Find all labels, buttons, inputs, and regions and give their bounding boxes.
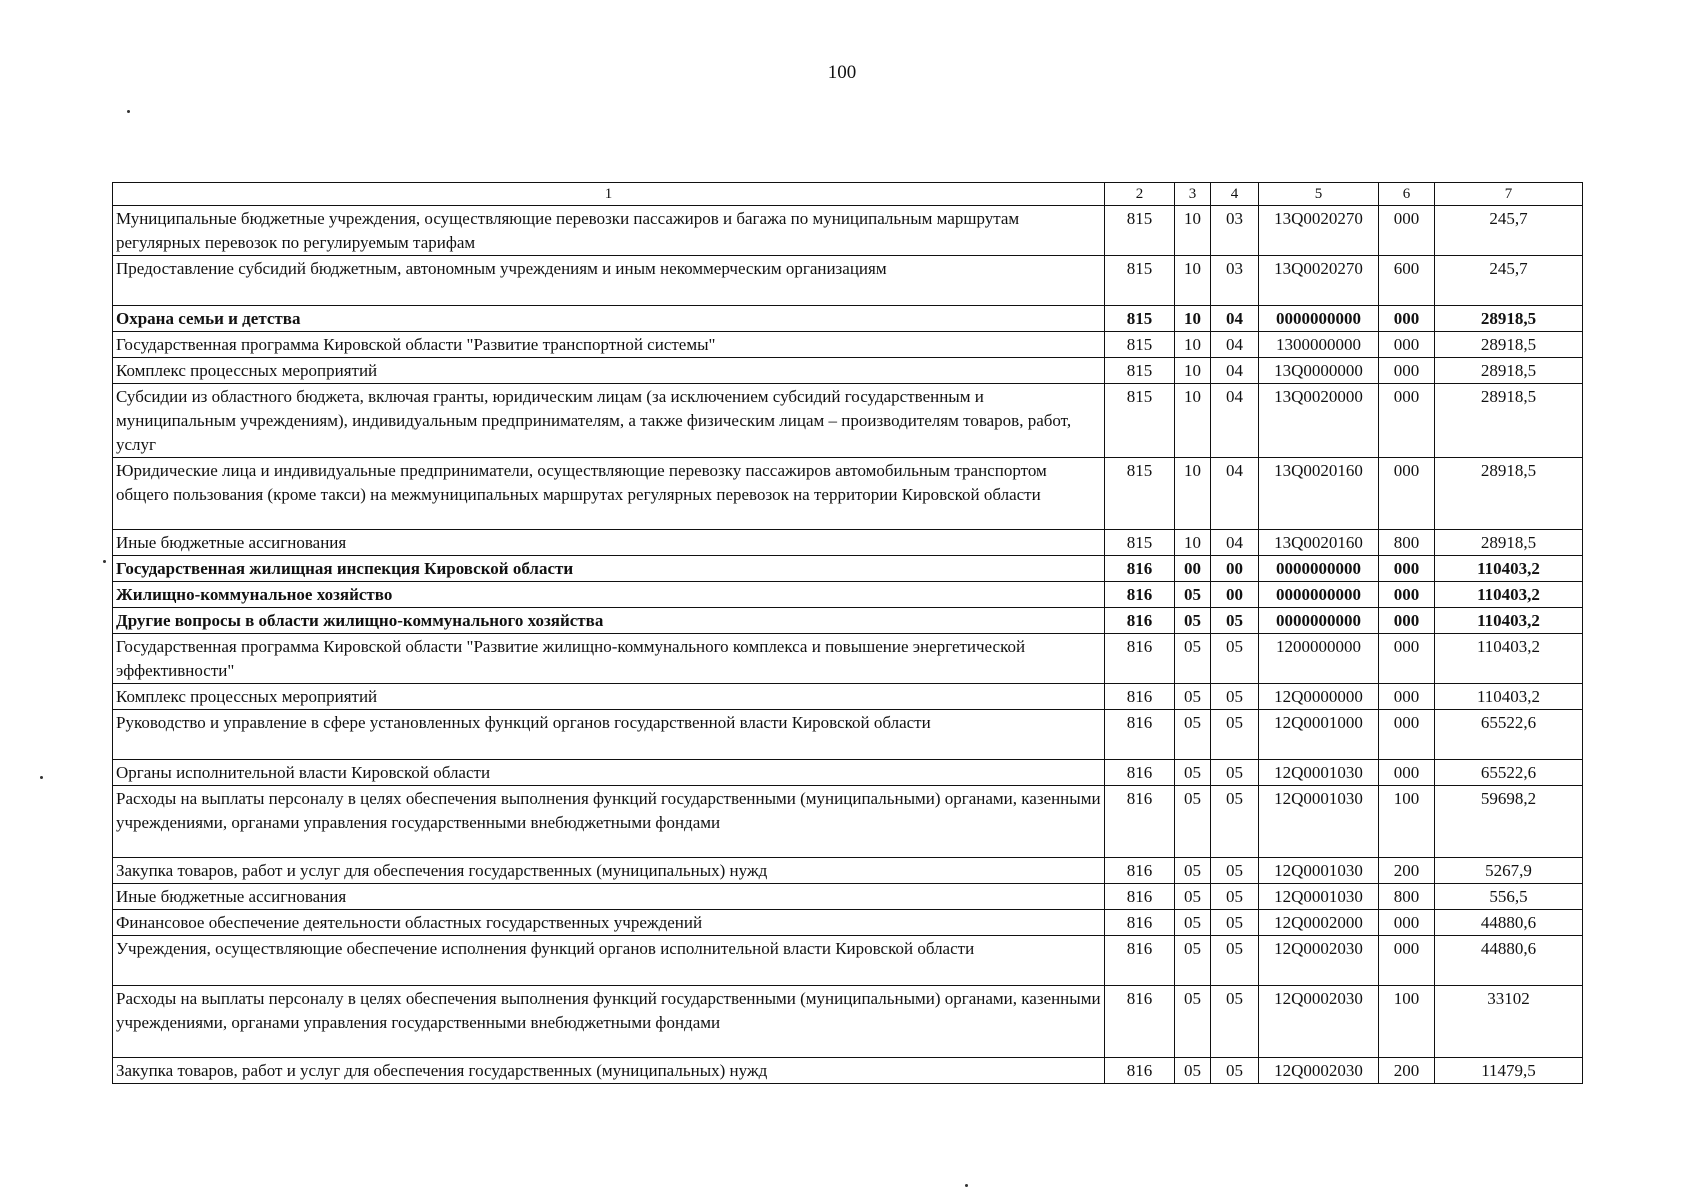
amount-cell: 245,7	[1435, 256, 1583, 306]
section-code-cell: 10	[1175, 358, 1211, 384]
grbs-code-cell: 816	[1105, 684, 1175, 710]
subsection-code-cell: 05	[1211, 858, 1259, 884]
grbs-code-cell: 816	[1105, 710, 1175, 760]
table-row	[113, 760, 1583, 786]
amount-cell: 245,7	[1435, 206, 1583, 256]
row-name-cell: Государственная программа Кировской области "Развитие транспортной системы"	[113, 332, 1105, 358]
expense-type-cell: 000	[1379, 206, 1435, 256]
grbs-code-cell: 816	[1105, 936, 1175, 986]
subsection-code-cell: 00	[1211, 556, 1259, 582]
subsection-code-cell: 04	[1211, 458, 1259, 530]
table-row	[113, 458, 1583, 530]
grbs-code-cell: 815	[1105, 530, 1175, 556]
subsection-code-cell: 05	[1211, 634, 1259, 684]
header-cell: 2	[1105, 183, 1175, 206]
target-article-cell: 1200000000	[1259, 634, 1379, 684]
amount-cell: 28918,5	[1435, 530, 1583, 556]
expense-type-cell: 000	[1379, 760, 1435, 786]
row-name-cell: Предоставление субсидий бюджетным, автономным учреждениям и иным некоммерческим организациям	[113, 256, 1105, 306]
expense-type-cell: 000	[1379, 458, 1435, 530]
expense-type-cell: 000	[1379, 582, 1435, 608]
table-row	[113, 556, 1583, 582]
grbs-code-cell: 816	[1105, 760, 1175, 786]
target-article-cell: 12Q0001030	[1259, 884, 1379, 910]
expense-type-cell: 200	[1379, 858, 1435, 884]
target-article-cell: 13Q0020160	[1259, 458, 1379, 530]
grbs-code-cell: 816	[1105, 582, 1175, 608]
amount-cell: 44880,6	[1435, 910, 1583, 936]
amount-cell: 28918,5	[1435, 332, 1583, 358]
row-name-cell: Государственная жилищная инспекция Кировской области	[113, 556, 1105, 582]
target-article-cell: 13Q0020000	[1259, 384, 1379, 458]
amount-cell: 65522,6	[1435, 760, 1583, 786]
subsection-code-cell: 05	[1211, 710, 1259, 760]
expense-type-cell: 000	[1379, 556, 1435, 582]
subsection-code-cell: 04	[1211, 530, 1259, 556]
target-article-cell: 12Q0002000	[1259, 910, 1379, 936]
target-article-cell: 12Q0001000	[1259, 710, 1379, 760]
table-row	[113, 582, 1583, 608]
section-code-cell: 10	[1175, 530, 1211, 556]
header-cell: 1	[113, 183, 1105, 206]
expense-type-cell: 000	[1379, 608, 1435, 634]
subsection-code-cell: 03	[1211, 256, 1259, 306]
row-name-cell: Юридические лица и индивидуальные предприниматели, осуществляющие перевозку пассажиров автомобильным транспортом общего пользования (кроме такси) на межмуниципальных маршрутах регулярных перевозок на территории Кировской области	[113, 458, 1105, 530]
table-row	[113, 1058, 1583, 1084]
target-article-cell: 12Q0001030	[1259, 786, 1379, 858]
scan-speck	[40, 776, 43, 779]
amount-cell: 110403,2	[1435, 582, 1583, 608]
subsection-code-cell: 05	[1211, 786, 1259, 858]
subsection-code-cell: 05	[1211, 910, 1259, 936]
section-code-cell: 10	[1175, 332, 1211, 358]
subsection-code-cell: 04	[1211, 306, 1259, 332]
header-cell: 4	[1211, 183, 1259, 206]
amount-cell: 110403,2	[1435, 634, 1583, 684]
grbs-code-cell: 815	[1105, 358, 1175, 384]
expense-type-cell: 100	[1379, 786, 1435, 858]
row-name-cell: Учреждения, осуществляющие обеспечение исполнения функций органов исполнительной власти Кировской области	[113, 936, 1105, 986]
grbs-code-cell: 816	[1105, 986, 1175, 1058]
table-row	[113, 710, 1583, 760]
section-code-cell: 05	[1175, 1058, 1211, 1084]
subsection-code-cell: 05	[1211, 936, 1259, 986]
target-article-cell: 0000000000	[1259, 306, 1379, 332]
section-code-cell: 05	[1175, 608, 1211, 634]
target-article-cell: 12Q0001030	[1259, 760, 1379, 786]
target-article-cell: 1300000000	[1259, 332, 1379, 358]
grbs-code-cell: 816	[1105, 634, 1175, 684]
expense-type-cell: 000	[1379, 306, 1435, 332]
amount-cell: 65522,6	[1435, 710, 1583, 760]
grbs-code-cell: 816	[1105, 910, 1175, 936]
grbs-code-cell: 815	[1105, 306, 1175, 332]
amount-cell: 556,5	[1435, 884, 1583, 910]
target-article-cell: 13Q0020160	[1259, 530, 1379, 556]
grbs-code-cell: 815	[1105, 256, 1175, 306]
expense-type-cell: 000	[1379, 332, 1435, 358]
table-row	[113, 358, 1583, 384]
budget-table	[112, 182, 1583, 1084]
table-row	[113, 786, 1583, 858]
row-name-cell: Иные бюджетные ассигнования	[113, 884, 1105, 910]
expense-type-cell: 000	[1379, 358, 1435, 384]
target-article-cell: 13Q0020270	[1259, 206, 1379, 256]
expense-type-cell: 000	[1379, 910, 1435, 936]
amount-cell: 59698,2	[1435, 786, 1583, 858]
scan-speck	[103, 560, 106, 563]
target-article-cell: 0000000000	[1259, 608, 1379, 634]
section-code-cell: 10	[1175, 256, 1211, 306]
grbs-code-cell: 815	[1105, 206, 1175, 256]
grbs-code-cell: 816	[1105, 1058, 1175, 1084]
expense-type-cell: 000	[1379, 634, 1435, 684]
section-code-cell: 05	[1175, 936, 1211, 986]
table-row	[113, 332, 1583, 358]
table-row	[113, 206, 1583, 256]
amount-cell: 33102	[1435, 986, 1583, 1058]
target-article-cell: 0000000000	[1259, 556, 1379, 582]
section-code-cell: 05	[1175, 710, 1211, 760]
amount-cell: 110403,2	[1435, 556, 1583, 582]
grbs-code-cell: 816	[1105, 608, 1175, 634]
section-code-cell: 05	[1175, 684, 1211, 710]
table-row	[113, 936, 1583, 986]
amount-cell: 44880,6	[1435, 936, 1583, 986]
grbs-code-cell: 815	[1105, 384, 1175, 458]
target-article-cell: 12Q0000000	[1259, 684, 1379, 710]
row-name-cell: Расходы на выплаты персоналу в целях обеспечения выполнения функций государственными (муниципальными) органами, казенными учреждениями, органами управления государственными внебюджетными фондами	[113, 786, 1105, 858]
section-code-cell: 05	[1175, 582, 1211, 608]
target-article-cell: 12Q0002030	[1259, 986, 1379, 1058]
row-name-cell: Иные бюджетные ассигнования	[113, 530, 1105, 556]
target-article-cell: 13Q0000000	[1259, 358, 1379, 384]
expense-type-cell: 100	[1379, 986, 1435, 1058]
expense-type-cell: 000	[1379, 936, 1435, 986]
row-name-cell: Закупка товаров, работ и услуг для обеспечения государственных (муниципальных) нужд	[113, 858, 1105, 884]
row-name-cell: Комплекс процессных мероприятий	[113, 684, 1105, 710]
header-cell: 5	[1259, 183, 1379, 206]
table-row	[113, 608, 1583, 634]
grbs-code-cell: 816	[1105, 556, 1175, 582]
expense-type-cell: 800	[1379, 884, 1435, 910]
expense-type-cell: 000	[1379, 384, 1435, 458]
target-article-cell: 0000000000	[1259, 582, 1379, 608]
subsection-code-cell: 04	[1211, 358, 1259, 384]
row-name-cell: Органы исполнительной власти Кировской области	[113, 760, 1105, 786]
expense-type-cell: 200	[1379, 1058, 1435, 1084]
grbs-code-cell: 816	[1105, 858, 1175, 884]
grbs-code-cell: 816	[1105, 884, 1175, 910]
table-row	[113, 986, 1583, 1058]
subsection-code-cell: 05	[1211, 608, 1259, 634]
amount-cell: 5267,9	[1435, 858, 1583, 884]
row-name-cell: Комплекс процессных мероприятий	[113, 358, 1105, 384]
grbs-code-cell: 815	[1105, 458, 1175, 530]
amount-cell: 28918,5	[1435, 306, 1583, 332]
table-row	[113, 384, 1583, 458]
table-row	[113, 910, 1583, 936]
page-number: 100	[827, 62, 857, 83]
expense-type-cell: 000	[1379, 710, 1435, 760]
scan-speck	[965, 1184, 968, 1187]
table-row	[113, 884, 1583, 910]
subsection-code-cell: 05	[1211, 1058, 1259, 1084]
section-code-cell: 05	[1175, 634, 1211, 684]
subsection-code-cell: 05	[1211, 760, 1259, 786]
header-row	[113, 183, 1583, 206]
amount-cell: 110403,2	[1435, 608, 1583, 634]
row-name-cell: Финансовое обеспечение деятельности областных государственных учреждений	[113, 910, 1105, 936]
row-name-cell: Жилищно-коммунальное хозяйство	[113, 582, 1105, 608]
table-row	[113, 634, 1583, 684]
section-code-cell: 05	[1175, 884, 1211, 910]
subsection-code-cell: 04	[1211, 332, 1259, 358]
subsection-code-cell: 05	[1211, 986, 1259, 1058]
scan-speck	[127, 110, 130, 113]
amount-cell: 110403,2	[1435, 684, 1583, 710]
subsection-code-cell: 05	[1211, 684, 1259, 710]
subsection-code-cell: 05	[1211, 884, 1259, 910]
header-cell: 7	[1435, 183, 1583, 206]
subsection-code-cell: 03	[1211, 206, 1259, 256]
section-code-cell: 05	[1175, 858, 1211, 884]
amount-cell: 11479,5	[1435, 1058, 1583, 1084]
expense-type-cell: 000	[1379, 684, 1435, 710]
table-row	[113, 306, 1583, 332]
header-cell: 6	[1379, 183, 1435, 206]
amount-cell: 28918,5	[1435, 458, 1583, 530]
header-cell: 3	[1175, 183, 1211, 206]
section-code-cell: 10	[1175, 384, 1211, 458]
grbs-code-cell: 816	[1105, 786, 1175, 858]
row-name-cell: Охрана семьи и детства	[113, 306, 1105, 332]
row-name-cell: Другие вопросы в области жилищно-коммунального хозяйства	[113, 608, 1105, 634]
amount-cell: 28918,5	[1435, 358, 1583, 384]
row-name-cell: Муниципальные бюджетные учреждения, осуществляющие перевозки пассажиров и багажа по муниципальным маршрутам регулярных перевозок по регулируемым тарифам	[113, 206, 1105, 256]
grbs-code-cell: 815	[1105, 332, 1175, 358]
table-row	[113, 858, 1583, 884]
target-article-cell: 13Q0020270	[1259, 256, 1379, 306]
expense-type-cell: 600	[1379, 256, 1435, 306]
expense-type-cell: 800	[1379, 530, 1435, 556]
section-code-cell: 05	[1175, 786, 1211, 858]
section-code-cell: 05	[1175, 910, 1211, 936]
section-code-cell: 10	[1175, 306, 1211, 332]
section-code-cell: 00	[1175, 556, 1211, 582]
target-article-cell: 12Q0002030	[1259, 936, 1379, 986]
subsection-code-cell: 00	[1211, 582, 1259, 608]
row-name-cell: Расходы на выплаты персоналу в целях обеспечения выполнения функций государственными (муниципальными) органами, казенными учреждениями, органами управления государственными внебюджетными фондами	[113, 986, 1105, 1058]
section-code-cell: 10	[1175, 458, 1211, 530]
target-article-cell: 12Q0002030	[1259, 1058, 1379, 1084]
table-row	[113, 684, 1583, 710]
target-article-cell: 12Q0001030	[1259, 858, 1379, 884]
table-row	[113, 530, 1583, 556]
subsection-code-cell: 04	[1211, 384, 1259, 458]
section-code-cell: 05	[1175, 986, 1211, 1058]
amount-cell: 28918,5	[1435, 384, 1583, 458]
section-code-cell: 10	[1175, 206, 1211, 256]
table-row	[113, 256, 1583, 306]
section-code-cell: 05	[1175, 760, 1211, 786]
row-name-cell: Государственная программа Кировской области "Развитие жилищно-коммунального комплекса и повышение энергетической эффективности"	[113, 634, 1105, 684]
row-name-cell: Руководство и управление в сфере установленных функций органов государственной власти Кировской области	[113, 710, 1105, 760]
row-name-cell: Субсидии из областного бюджета, включая гранты, юридическим лицам (за исключением субсидий государственным и муниципальным учреждениям), индивидуальным предпринимателям, а также физическим лицам – производителям товаров, работ, услуг	[113, 384, 1105, 458]
row-name-cell: Закупка товаров, работ и услуг для обеспечения государственных (муниципальных) нужд	[113, 1058, 1105, 1084]
